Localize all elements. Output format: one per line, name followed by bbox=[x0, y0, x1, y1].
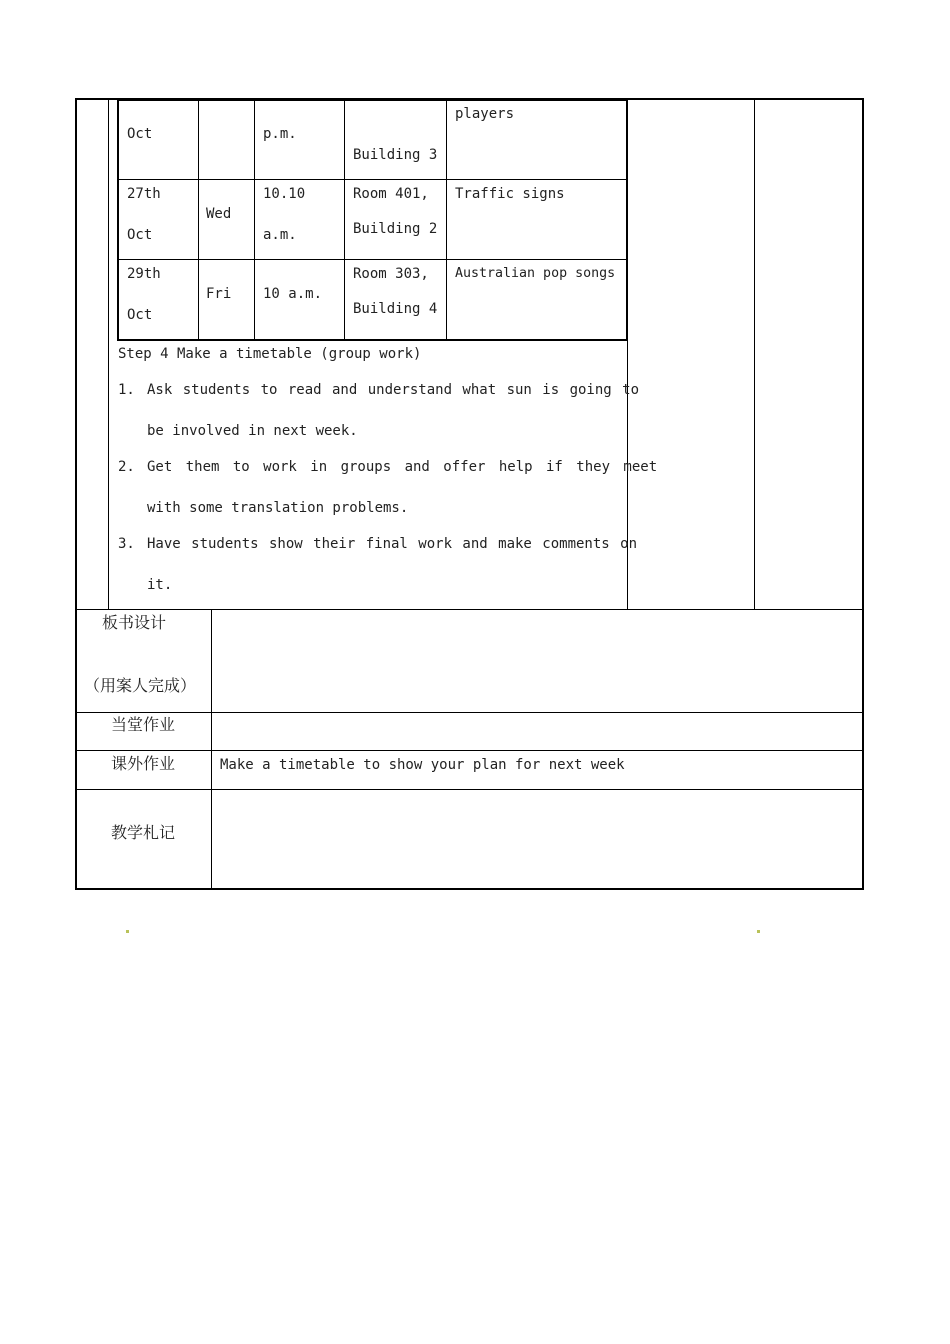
section-divider bbox=[75, 789, 864, 790]
classwork-label: 当堂作业 bbox=[111, 715, 176, 734]
column-divider bbox=[108, 98, 109, 610]
place-cell: Building 3 bbox=[353, 147, 438, 163]
date-cell: 27th bbox=[127, 186, 161, 202]
step4-item-text: Have students show their final work and make comments on bbox=[147, 536, 638, 552]
step4-item-text: Ask students to read and understand what sun is going to bbox=[147, 382, 640, 398]
outer-right-border bbox=[862, 98, 864, 890]
time-cell: 10 a.m. bbox=[263, 286, 323, 302]
time-cell: p.m. bbox=[263, 126, 297, 142]
step4-item-text: it. bbox=[147, 577, 173, 593]
step4-item-number: 2. bbox=[118, 459, 135, 475]
place-cell: Building 4 bbox=[353, 301, 438, 317]
day-cell: Wed bbox=[206, 206, 232, 222]
outer-left-border bbox=[75, 98, 77, 890]
marker-dot bbox=[126, 930, 129, 933]
homework-label: 课外作业 bbox=[111, 754, 176, 773]
step4-item-number: 1. bbox=[118, 382, 135, 398]
time-cell: a.m. bbox=[263, 227, 297, 243]
step4-title: Step 4 Make a timetable (group work) bbox=[118, 346, 422, 362]
section-divider bbox=[75, 750, 864, 751]
activity-cell: Australian pop songs bbox=[455, 266, 616, 281]
date-cell: Oct bbox=[127, 126, 153, 142]
schedule-row-divider bbox=[117, 179, 628, 180]
schedule-border-bottom bbox=[117, 339, 628, 341]
schedule-col-divider bbox=[344, 99, 345, 341]
teaching-notes-label: 教学札记 bbox=[111, 823, 176, 842]
place-cell: Building 2 bbox=[353, 221, 438, 237]
schedule-border-right bbox=[626, 99, 628, 341]
step4-item-text: be involved in next week. bbox=[147, 423, 358, 439]
schedule-col-divider bbox=[198, 99, 199, 341]
schedule-border-top bbox=[117, 99, 628, 101]
column-divider bbox=[754, 98, 755, 610]
schedule-col-divider bbox=[446, 99, 447, 341]
marker-dot bbox=[757, 930, 760, 933]
section-divider bbox=[75, 609, 864, 610]
place-cell: Room 303, bbox=[353, 266, 429, 282]
step4-item-text: with some translation problems. bbox=[147, 500, 409, 516]
place-cell: Room 401, bbox=[353, 186, 429, 202]
date-cell: Oct bbox=[127, 307, 153, 323]
time-cell: 10.10 bbox=[263, 186, 306, 202]
activity-cell: players bbox=[455, 106, 515, 122]
step4-item-text: Get them to work in groups and offer help if they meet bbox=[147, 459, 658, 475]
label-column-divider bbox=[211, 609, 212, 889]
date-cell: 29th bbox=[127, 266, 161, 282]
day-cell: Fri bbox=[206, 286, 232, 302]
homework-content: Make a timetable to show your plan for next week bbox=[220, 757, 625, 773]
schedule-border-left bbox=[117, 99, 119, 341]
outer-bottom-border bbox=[75, 888, 864, 890]
schedule-col-divider bbox=[254, 99, 255, 341]
step4-item-number: 3. bbox=[118, 536, 135, 552]
schedule-row-divider bbox=[117, 259, 628, 260]
board-design-sublabel: （用案人完成） bbox=[84, 676, 197, 695]
board-design-label: 板书设计 bbox=[102, 613, 167, 632]
date-cell: Oct bbox=[127, 227, 153, 243]
activity-cell: Traffic signs bbox=[455, 186, 565, 202]
section-divider bbox=[75, 712, 864, 713]
